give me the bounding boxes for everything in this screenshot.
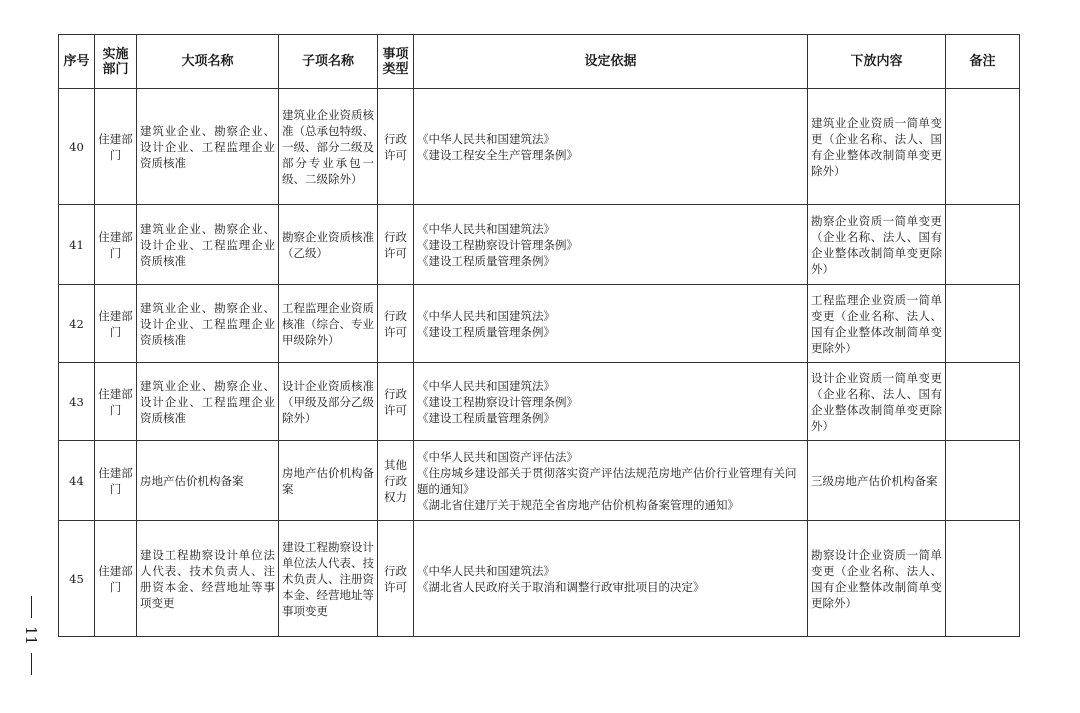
row-remark <box>946 285 1020 363</box>
page-number-dash-top <box>31 596 32 618</box>
row-basis <box>414 285 808 363</box>
row-remark <box>946 363 1020 441</box>
row-sub-item: 勘察企业资质核准（乙级） <box>279 205 378 285</box>
row-content: 设计企业资质一简单变更（企业名称、法人、国有企业整体改制简单变更除外） <box>808 363 946 441</box>
row-sub-item: 设计企业资质核准（甲级及部分乙级除外） <box>279 363 378 441</box>
row-sub-item: 建筑业企业资质核准（总承包特级、一级、部分二级及部分专业承包一级、二级除外） <box>279 89 378 205</box>
basis-line: 《中华人民共和国建筑法》 <box>417 221 555 236</box>
row-dept: 住建部门 <box>95 89 137 205</box>
header-remark: 备注 <box>946 35 1020 89</box>
row-type: 其他行政权力 <box>378 441 414 521</box>
header-type: 事项类型 <box>378 35 414 89</box>
row-remark <box>946 441 1020 521</box>
basis-line: 《中华人民共和国建筑法》 <box>417 131 555 146</box>
table-header-row <box>59 35 1020 89</box>
row-remark <box>946 521 1020 637</box>
basis-line: 《住房城乡建设部关于贯彻落实资产评估法规范房地产估价行业管理有关问题的通知》 <box>417 465 797 496</box>
header-sub-item: 子项名称 <box>279 35 378 89</box>
row-basis <box>414 89 808 205</box>
page-number-dash-bottom <box>31 653 32 675</box>
row-remark <box>946 205 1020 285</box>
row-sub-item: 房地产估价机构备案 <box>279 441 378 521</box>
row-num: 40 <box>59 89 95 205</box>
row-type: 行政许可 <box>378 89 414 205</box>
row-num: 44 <box>59 441 95 521</box>
header-dept: 实施部门 <box>95 35 137 89</box>
row-content: 建筑业企业资质一简单变更（企业名称、法人、国有企业整体改制简单变更除外） <box>808 89 946 205</box>
row-major-item: 建筑业企业、勘察企业、设计企业、工程监理企业资质核准 <box>137 363 279 441</box>
page-number-marker <box>20 596 42 675</box>
basis-line: 《中华人民共和国资产评估法》 <box>417 449 578 464</box>
row-content: 三级房地产估价机构备案 <box>808 441 946 521</box>
header-num: 序号 <box>59 35 95 89</box>
row-content: 勘察企业资质一简单变更（企业名称、法人、国有企业整体改制简单变更除外） <box>808 205 946 285</box>
table-row <box>59 89 1020 205</box>
row-basis <box>414 363 808 441</box>
row-type: 行政许可 <box>378 363 414 441</box>
row-dept: 住建部门 <box>95 363 137 441</box>
row-sub-item: 建设工程勘察设计单位法人代表、技术负责人、注册资本金、经营地址等事项变更 <box>279 521 378 637</box>
row-basis <box>414 205 808 285</box>
header-content: 下放内容 <box>808 35 946 89</box>
row-dept: 住建部门 <box>95 521 137 637</box>
row-content: 工程监理企业资质一简单变更（企业名称、法人、国有企业整体改制简单变更除外） <box>808 285 946 363</box>
row-dept: 住建部门 <box>95 441 137 521</box>
basis-line: 《建设工程质量管理条例》 <box>417 410 555 425</box>
row-num: 42 <box>59 285 95 363</box>
basis-line: 《建设工程质量管理条例》 <box>417 324 555 339</box>
table-row <box>59 285 1020 363</box>
row-sub-item: 工程监理企业资质核准（综合、专业甲级除外） <box>279 285 378 363</box>
table-row <box>59 441 1020 521</box>
row-content: 勘察设计企业资质一简单变更（企业名称、法人、国有企业整体改制简单变更除外） <box>808 521 946 637</box>
items-table <box>58 34 1020 637</box>
basis-line: 《建设工程勘察设计管理条例》 <box>417 237 578 252</box>
row-num: 43 <box>59 363 95 441</box>
header-major-item: 大项名称 <box>137 35 279 89</box>
table-row <box>59 521 1020 637</box>
row-major-item: 房地产估价机构备案 <box>137 441 279 521</box>
row-major-item: 建筑业企业、勘察企业、设计企业、工程监理企业资质核准 <box>137 285 279 363</box>
table-row <box>59 363 1020 441</box>
row-dept: 住建部门 <box>95 285 137 363</box>
basis-line: 《建设工程质量管理条例》 <box>417 253 555 268</box>
row-num: 45 <box>59 521 95 637</box>
row-basis <box>414 441 808 521</box>
row-type: 行政许可 <box>378 205 414 285</box>
basis-line: 《建设工程安全生产管理条例》 <box>417 147 578 162</box>
basis-line: 《中华人民共和国建筑法》 <box>417 378 555 393</box>
row-remark <box>946 89 1020 205</box>
table-row <box>59 205 1020 285</box>
row-major-item: 建设工程勘察设计单位法人代表、技术负责人、注册资本金、经营地址等事项变更 <box>137 521 279 637</box>
basis-line: 《建设工程勘察设计管理条例》 <box>417 394 578 409</box>
header-basis: 设定依据 <box>414 35 808 89</box>
page-number: 11 <box>22 625 41 646</box>
row-type: 行政许可 <box>378 285 414 363</box>
basis-line: 《湖北省住建厅关于规范全省房地产估价机构备案管理的通知》 <box>417 497 739 512</box>
basis-line: 《湖北省人民政府关于取消和调整行政审批项目的决定》 <box>417 579 705 594</box>
row-num: 41 <box>59 205 95 285</box>
basis-line: 《中华人民共和国建筑法》 <box>417 308 555 323</box>
basis-line: 《中华人民共和国建筑法》 <box>417 563 555 578</box>
row-dept: 住建部门 <box>95 205 137 285</box>
row-type: 行政许可 <box>378 521 414 637</box>
row-major-item: 建筑业企业、勘察企业、设计企业、工程监理企业资质核准 <box>137 89 279 205</box>
row-basis <box>414 521 808 637</box>
row-major-item: 建筑业企业、勘察企业、设计企业、工程监理企业资质核准 <box>137 205 279 285</box>
